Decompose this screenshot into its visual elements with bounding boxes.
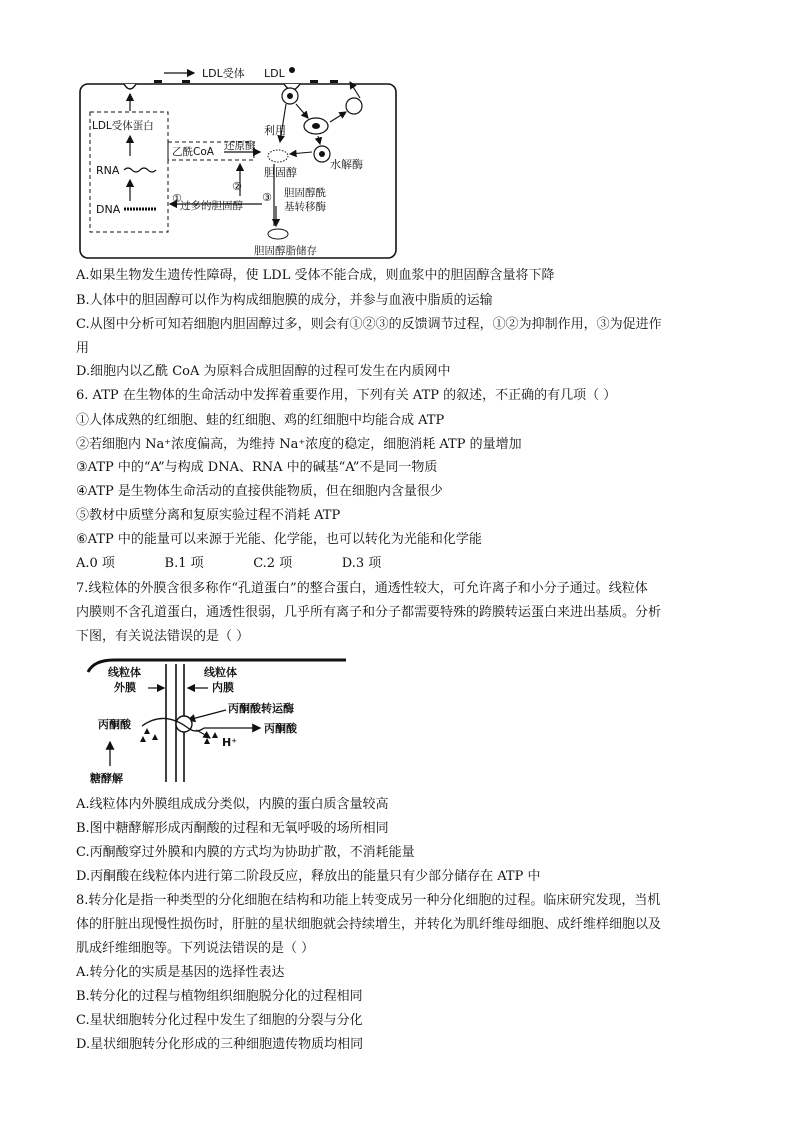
reductase-label: 还原酶 bbox=[224, 140, 256, 152]
q6-stem: 6. ATP 在生物体的生命活动中发挥着重要作用，下列有关 ATP 的叙述，不正确的有几项（ ） bbox=[76, 388, 617, 403]
q7-option-b: B.图中糖酵解形成丙酮酸的过程和无氧呼吸的场所相同 bbox=[76, 821, 389, 836]
q8-stem-3: 肌成纤维细胞等。下列说法错误的是（ ） bbox=[76, 941, 315, 956]
feedback-2-label: ② bbox=[232, 180, 242, 193]
ldl-receptor-protein-label: LDL受体蛋白 bbox=[92, 120, 154, 132]
q7-stem-1: 7.线粒体的外膜含很多称作“孔道蛋白”的整合蛋白，通透性较大，可允许离子和小分子通过。线粒体 bbox=[76, 581, 648, 596]
q6-item-3: ③ATP 中的“A”与构成 DNA、RNA 中的碱基“A”不是同一物质 bbox=[76, 460, 438, 475]
q6-options: A.0 项 B.1 项 C.2 项 D.3 项 bbox=[76, 556, 382, 571]
outer-membrane-label-1: 线粒体 bbox=[108, 666, 141, 679]
q7-stem-2: 内膜则不含孔道蛋白，通透性很弱，几乎所有离子和分子都需要特殊的跨膜转运蛋白来进出基质。分析 bbox=[76, 605, 662, 620]
ldl-receptor-label: LDL受体 bbox=[202, 67, 245, 80]
glycolysis-label: 糖酵解 bbox=[90, 772, 123, 784]
q6-item-6: ⑥ATP 中的能量可以来源于光能、化学能，也可以转化为光能和化学能 bbox=[76, 532, 482, 547]
cholesterol-ester-storage-label: 胆固醇脂储存 bbox=[254, 245, 317, 257]
hydrolase-label: 水解酶 bbox=[330, 158, 363, 171]
q7-option-c: C.丙酮酸穿过外膜和内膜的方式均为协助扩散，不消耗能量 bbox=[76, 845, 415, 860]
mitochondria-membrane-diagram bbox=[84, 654, 348, 784]
outer-membrane-label-2: 外膜 bbox=[114, 681, 136, 694]
q5-option-c: C.从图中分析可知若细胞内胆固醇过多，则会有①②③的反馈调节过程，①②为抑制作用，③为促进作 bbox=[76, 317, 662, 332]
utilize-label: 利用 bbox=[264, 124, 286, 137]
q6-item-5: ⑤教材中质壁分离和复原实验过程不消耗 ATP bbox=[76, 508, 341, 523]
inner-membrane-label-2: 内膜 bbox=[212, 681, 234, 694]
q5-option-a: A.如果生物发生遗传性障碍，使 LDL 受体不能合成，则血浆中的胆固醇含量将下降 bbox=[76, 268, 555, 283]
q8-stem-1: 8.转分化是指一种类型的分化细胞在结构和功能上转变成另一种分化细胞的过程。临床研究发现，当机 bbox=[76, 893, 661, 908]
q5-option-b: B.人体中的胆固醇可以作为构成细胞膜的成分，并参与血液中脂质的运输 bbox=[76, 293, 493, 308]
dna-label: DNA bbox=[96, 203, 121, 216]
cholesterol-label: 胆固醇 bbox=[264, 166, 297, 179]
ldl-cholesterol-diagram bbox=[74, 56, 404, 262]
transporter-label: 丙酮酸转运酶 bbox=[228, 702, 294, 715]
q6-item-4: ④ATP 是生物体生命活动的直接供能物质，但在细胞内含量很少 bbox=[76, 484, 443, 499]
q7-option-a: A.线粒体内外膜组成成分类似，内膜的蛋白质含量较高 bbox=[76, 797, 389, 812]
q7-stem-3: 下图，有关说法错误的是（ ） bbox=[76, 629, 250, 644]
q8-stem-2: 体的肝脏出现慢性损伤时，肝脏的星状细胞就会持续增生，并转化为肌纤维母细胞、成纤维样细胞以及 bbox=[76, 917, 662, 932]
q8-option-b: B.转分化的过程与植物组织细胞脱分化的过程相同 bbox=[76, 989, 363, 1004]
acetyl-coa-label: 乙酰CoA bbox=[172, 146, 214, 158]
pyruvate-right-label: 丙酮酸 bbox=[264, 722, 297, 735]
feedback-1-label: ① bbox=[172, 192, 182, 205]
q5-option-c-cont: 用 bbox=[76, 341, 90, 356]
acyltransferase-label-1: 胆固醇酰 bbox=[284, 187, 326, 199]
q6-item-1: ①人体成熟的红细胞、蛙的红细胞、鸡的红细胞中均能合成 ATP bbox=[76, 413, 445, 428]
rna-label: RNA bbox=[96, 164, 120, 177]
proton-label: H⁺ bbox=[222, 736, 238, 749]
acyltransferase-label-2: 基转移酶 bbox=[284, 201, 326, 213]
q8-option-a: A.转分化的实质是基因的选择性表达 bbox=[76, 965, 285, 980]
q8-option-c: C.星状细胞转分化过程中发生了细胞的分裂与分化 bbox=[76, 1013, 363, 1028]
inner-membrane-label-1: 线粒体 bbox=[204, 666, 237, 679]
q8-option-d: D.星状细胞转分化形成的三种细胞遗传物质均相同 bbox=[76, 1037, 364, 1052]
q7-option-d: D.丙酮酸在线粒体内进行第二阶段反应，释放出的能量只有少部分储存在 ATP 中 bbox=[76, 869, 541, 884]
q5-option-d: D.细胞内以乙酰 CoA 为原料合成胆固醇的过程可发生在内质网中 bbox=[76, 364, 451, 379]
coated-pit-left bbox=[124, 84, 136, 89]
feedback-3-label: ③ bbox=[262, 191, 272, 204]
q6-item-2: ②若细胞内 Na⁺浓度偏高，为维持 Na⁺浓度的稳定，细胞消耗 ATP 的量增加 bbox=[76, 437, 522, 452]
excess-cholesterol-label: 过多的胆固醇 bbox=[180, 200, 243, 212]
ldl-label: LDL bbox=[264, 67, 285, 80]
pyruvate-left-label: 丙酮酸 bbox=[98, 718, 131, 731]
